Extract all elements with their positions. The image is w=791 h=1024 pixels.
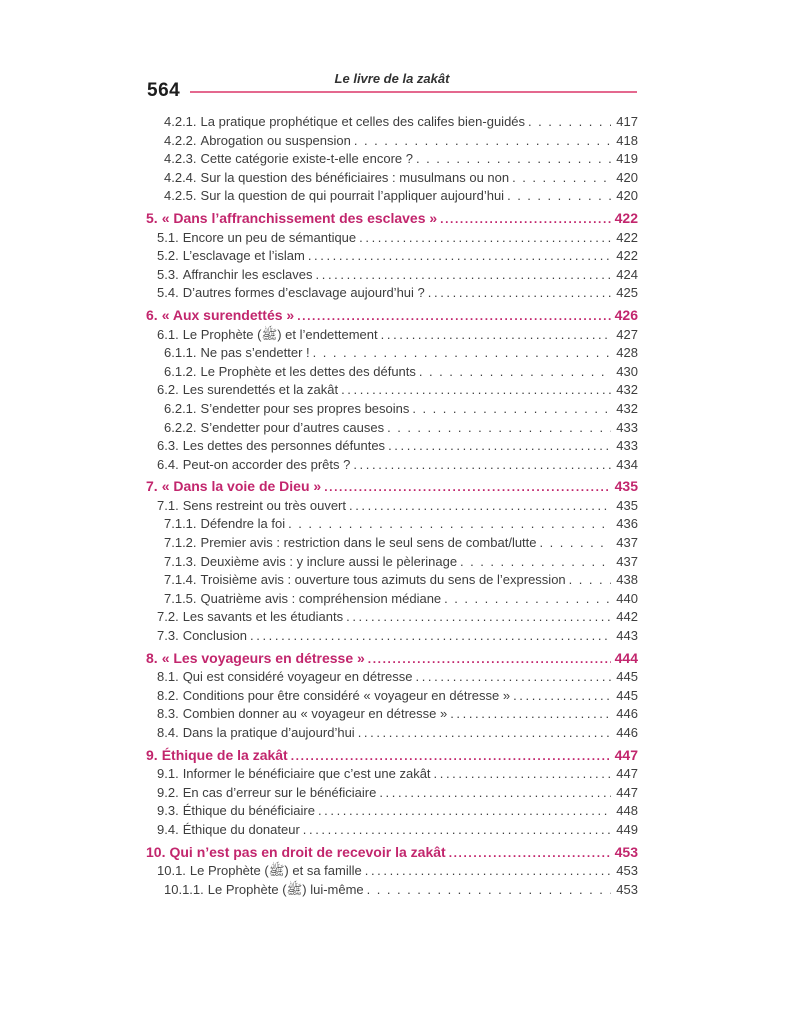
dot-leader xyxy=(303,821,611,840)
toc-entry-title: Cette catégorie existe-t-elle encore ? xyxy=(200,151,413,167)
dot-leader xyxy=(412,400,611,419)
toc-entry-page: 453 xyxy=(614,843,638,860)
toc-entry-number: 5.3. xyxy=(157,266,179,282)
toc-entry-title: Dans la pratique d’aujourd’hui xyxy=(182,725,355,740)
toc-entry-title: Sur la question des bénéficiaires : musulmans ou non xyxy=(200,169,510,185)
toc-entry-page: 419 xyxy=(616,151,638,167)
toc-entry xyxy=(146,553,638,572)
toc-entry-number: 6.2. xyxy=(157,382,179,398)
toc-entry xyxy=(146,881,638,900)
toc-entry xyxy=(146,419,638,438)
toc-entry xyxy=(146,363,638,382)
dot-leader xyxy=(354,132,611,151)
toc-entry xyxy=(146,784,638,803)
dot-leader xyxy=(288,515,611,534)
toc-entry-title: Éthique du donateur xyxy=(182,821,300,837)
toc-entry xyxy=(146,821,638,840)
toc-entry-page: 417 xyxy=(616,114,638,129)
toc-entry-number: 6.3. xyxy=(157,438,179,454)
toc-entry-title: Sens restreint ou très ouvert xyxy=(182,497,346,513)
toc-entry-number: 4.2.5. xyxy=(164,188,197,204)
dot-leader xyxy=(341,381,611,400)
toc-entry-number: 7.2. xyxy=(157,609,179,625)
toc-entry-page: 453 xyxy=(616,863,638,879)
toc-entry-number: 7.1. xyxy=(157,497,179,513)
toc-entry-number: 4.2.1. xyxy=(164,114,197,129)
toc-entry xyxy=(146,843,638,863)
toc-entry-number: 6. xyxy=(146,306,158,323)
toc-entry-number: 7.1.2. xyxy=(164,535,197,551)
dot-leader xyxy=(318,802,611,821)
toc-entry-page: 447 xyxy=(614,746,638,763)
toc-entry-page: 422 xyxy=(616,248,638,264)
toc-entry-page: 438 xyxy=(616,572,638,588)
toc-entry-title: Premier avis : restriction dans le seul sens de combat/lutte xyxy=(200,535,537,551)
toc-entry xyxy=(146,687,638,706)
toc-entry-number: 8.3. xyxy=(157,706,179,722)
toc-entry-number: 10. xyxy=(146,843,166,860)
toc-entry xyxy=(146,571,638,590)
toc-entry xyxy=(146,668,638,687)
dot-leader xyxy=(368,649,611,669)
toc-entry-number: 10.1.1. xyxy=(164,881,204,897)
toc-entry xyxy=(146,229,638,248)
toc-entry-title: L’esclavage et l’islam xyxy=(182,248,305,264)
toc-entry-number: 8.1. xyxy=(157,669,179,685)
toc-entry-number: 9.2. xyxy=(157,784,179,800)
running-title: Le livre de la zakât xyxy=(334,71,450,86)
dot-leader xyxy=(450,705,611,724)
toc-entry-number: 7.1.4. xyxy=(164,572,197,588)
dot-leader xyxy=(313,344,611,363)
toc-entry-title: Le Prophète (ﷺ) et l’endettement xyxy=(182,326,378,342)
toc-entry-page: 445 xyxy=(616,669,638,685)
toc-entry-title: « Dans la voie de Dieu » xyxy=(161,478,322,495)
toc-entry-title: Le Prophète (ﷺ) et sa famille xyxy=(189,863,362,879)
toc-entry-title: Abrogation ou suspension xyxy=(200,132,351,148)
toc-entry xyxy=(146,497,638,516)
toc-entry xyxy=(146,515,638,534)
toc-entry-number: 9.4. xyxy=(157,821,179,837)
toc-entry-page: 437 xyxy=(616,535,638,551)
toc-entry-page: 424 xyxy=(616,266,638,282)
toc-entry xyxy=(146,649,638,669)
toc-entry-page: 422 xyxy=(616,229,638,245)
toc-entry-page: 437 xyxy=(616,553,638,569)
toc-entry xyxy=(146,627,638,646)
toc-entry-page: 432 xyxy=(616,382,638,398)
toc-entry-number: 9.1. xyxy=(157,766,179,782)
dot-leader xyxy=(359,229,611,248)
toc-entry xyxy=(146,608,638,627)
toc-entry xyxy=(146,266,638,285)
toc-entry-page: 427 xyxy=(616,326,638,342)
toc-entry-number: 9. xyxy=(146,746,158,763)
toc-entry-page: 442 xyxy=(616,609,638,625)
toc-entry xyxy=(146,705,638,724)
toc-entry-title: « Les voyageurs en détresse » xyxy=(161,649,365,666)
header-rule xyxy=(190,91,637,93)
toc-entry-number: 6.1.2. xyxy=(164,363,197,379)
toc-entry-title: « Dans l’affranchissement des esclaves » xyxy=(161,209,438,226)
dot-leader xyxy=(513,687,611,706)
dot-leader xyxy=(379,784,611,803)
toc-entry-page: 446 xyxy=(616,725,638,740)
toc-entry xyxy=(146,456,638,475)
toc-entry xyxy=(146,306,638,326)
toc-entry-page: 435 xyxy=(614,478,638,495)
dot-leader xyxy=(528,113,611,132)
toc-entry-page: 453 xyxy=(616,881,638,897)
toc-entry-title: Le Prophète et les dettes des défunts xyxy=(200,363,416,379)
toc-entry-number: 5.2. xyxy=(157,248,179,264)
toc-entry-title: La pratique prophétique et celles des califes bien-guidés xyxy=(200,114,526,129)
dot-leader xyxy=(512,169,611,188)
toc-entry-page: 418 xyxy=(616,132,638,148)
toc-entry-number: 8. xyxy=(146,649,158,666)
toc-entry-title: Informer le bénéficiaire que c’est une zakât xyxy=(182,766,431,782)
toc-entry-number: 4.2.2. xyxy=(164,132,197,148)
dot-leader xyxy=(367,881,611,900)
toc-entry-number: 7.1.1. xyxy=(164,516,197,532)
toc-entry-title: S’endetter pour ses propres besoins xyxy=(200,400,410,416)
toc-entry-title: Défendre la foi xyxy=(200,516,286,532)
toc-entry-number: 6.4. xyxy=(157,456,179,472)
toc-entry-title: Combien donner au « voyageur en détresse » xyxy=(182,706,448,722)
toc-entry-title: Éthique du bénéficiaire xyxy=(182,803,315,819)
toc-entry-number: 7.3. xyxy=(157,628,179,644)
dot-leader xyxy=(449,843,611,863)
toc-entry-page: 435 xyxy=(616,497,638,513)
page-number: 564 xyxy=(147,80,181,101)
toc-entry-title: Quatrième avis : compréhension médiane xyxy=(200,590,442,606)
toc-entry xyxy=(146,746,638,766)
toc-entry-page: 420 xyxy=(616,169,638,185)
toc-entry xyxy=(146,284,638,303)
toc-entry xyxy=(146,150,638,169)
toc-entry-page: 444 xyxy=(614,649,638,666)
dot-leader xyxy=(444,590,611,609)
dot-leader xyxy=(381,326,611,345)
toc-entry-title: Conclusion xyxy=(182,628,248,644)
toc-entry-number: 4.2.4. xyxy=(164,169,197,185)
toc-entry-number: 10.1. xyxy=(157,863,186,879)
dot-leader xyxy=(419,363,611,382)
dot-leader xyxy=(346,608,611,627)
dot-leader xyxy=(353,456,611,475)
toc-entry-number: 6.1. xyxy=(157,326,179,342)
dot-leader xyxy=(440,209,611,229)
toc-entry xyxy=(146,169,638,188)
toc-entry xyxy=(146,400,638,419)
dot-leader xyxy=(540,534,611,553)
dot-leader xyxy=(416,668,612,687)
toc-entry-page: 433 xyxy=(616,419,638,435)
toc-entry xyxy=(146,590,638,609)
toc-entry xyxy=(146,132,638,151)
toc-entry xyxy=(146,477,638,497)
toc-entry-title: Deuxième avis : y inclure aussi le pèlerinage xyxy=(200,553,458,569)
toc-entry xyxy=(146,765,638,784)
toc-entry-number: 6.2.1. xyxy=(164,400,197,416)
toc-entry xyxy=(146,247,638,266)
toc-entry-page: 432 xyxy=(616,400,638,416)
toc-entry-title: « Aux surendettés » xyxy=(161,306,295,323)
toc-entry-number: 5.4. xyxy=(157,285,179,301)
toc-entry-title: Ne pas s’endetter ! xyxy=(200,345,310,361)
toc-entry-title: D’autres formes d’esclavage aujourd’hui ? xyxy=(182,285,425,301)
dot-leader xyxy=(365,862,611,881)
toc-entry xyxy=(146,187,638,206)
dot-leader xyxy=(349,497,611,516)
dot-leader xyxy=(460,553,611,572)
toc-entry-number: 7. xyxy=(146,478,158,495)
dot-leader xyxy=(316,266,611,285)
toc-entry-number: 8.4. xyxy=(157,725,179,740)
toc-entry-page: 447 xyxy=(616,784,638,800)
toc-entry-page: 447 xyxy=(616,766,638,782)
dot-leader xyxy=(416,150,611,169)
dot-leader xyxy=(324,477,611,497)
toc-entry xyxy=(146,344,638,363)
toc-entry xyxy=(146,534,638,553)
dot-leader xyxy=(388,437,611,456)
toc-entry-number: 8.2. xyxy=(157,687,179,703)
toc-entry-page: 443 xyxy=(616,628,638,644)
toc-entry xyxy=(146,381,638,400)
dot-leader xyxy=(507,187,611,206)
toc-entry-page: 422 xyxy=(614,209,638,226)
toc-entry-title: Conditions pour être considéré « voyageur en détresse » xyxy=(182,687,511,703)
toc-entry-page: 425 xyxy=(616,285,638,301)
toc-entry-page: 440 xyxy=(616,590,638,606)
toc-entry xyxy=(146,802,638,821)
toc-entry-number: 7.1.3. xyxy=(164,553,197,569)
toc-entry xyxy=(146,113,638,132)
toc-entry-page: 436 xyxy=(616,516,638,532)
toc-entry-title: S’endetter pour d’autres causes xyxy=(200,419,385,435)
toc-entry xyxy=(146,862,638,881)
dot-leader xyxy=(297,306,611,326)
toc-entry-title: Le Prophète (ﷺ) lui-même xyxy=(207,881,364,897)
toc-list xyxy=(146,113,638,899)
toc-entry-title: Affranchir les esclaves xyxy=(182,266,313,282)
toc-entry-page: 445 xyxy=(616,687,638,703)
toc-entry-number: 4.2.3. xyxy=(164,151,197,167)
toc-entry-title: Les surendettés et la zakât xyxy=(182,382,339,398)
toc-entry-page: 426 xyxy=(614,306,638,323)
dot-leader xyxy=(250,627,611,646)
toc-entry-title: Troisième avis : ouverture tous azimuts du sens de l’expression xyxy=(200,572,566,588)
toc-entry-title: Sur la question de qui pourrait l’appliquer aujourd’hui xyxy=(200,188,505,204)
dot-leader xyxy=(569,571,611,590)
dot-leader xyxy=(428,284,611,303)
toc-entry-title: Éthique de la zakât xyxy=(161,746,288,763)
toc-entry-number: 6.1.1. xyxy=(164,345,197,361)
toc-entry xyxy=(146,724,638,743)
toc-entry-page: 434 xyxy=(616,456,638,472)
toc-entry-page: 448 xyxy=(616,803,638,819)
toc-entry-number: 9.3. xyxy=(157,803,179,819)
dot-leader xyxy=(308,247,611,266)
toc-entry-number: 5.1. xyxy=(157,229,179,245)
toc-entry-page: 433 xyxy=(616,438,638,454)
toc-entry xyxy=(146,326,638,345)
toc-entry-title: En cas d’erreur sur le bénéficiaire xyxy=(182,784,377,800)
toc-entry-title: Qui n’est pas en droit de recevoir la zakât xyxy=(169,843,446,860)
toc-entry-title: Les dettes des personnes défuntes xyxy=(182,438,386,454)
toc-entry-page: 430 xyxy=(616,363,638,379)
toc-entry-page: 446 xyxy=(616,706,638,722)
dot-leader xyxy=(387,419,611,438)
toc-entry-page: 449 xyxy=(616,821,638,837)
dot-leader xyxy=(291,746,611,766)
toc-entry-title: Les savants et les étudiants xyxy=(182,609,344,625)
toc-entry-number: 7.1.5. xyxy=(164,590,197,606)
toc-entry-number: 5. xyxy=(146,209,158,226)
toc-entry-title: Qui est considéré voyageur en détresse xyxy=(182,669,413,685)
toc-entry xyxy=(146,209,638,229)
toc-entry-title: Peut-on accorder des prêts ? xyxy=(182,456,351,472)
toc-entry xyxy=(146,437,638,456)
toc-entry-title: Encore un peu de sémantique xyxy=(182,229,357,245)
toc-entry-page: 420 xyxy=(616,188,638,204)
dot-leader xyxy=(358,724,611,743)
toc-entry-page: 428 xyxy=(616,345,638,361)
dot-leader xyxy=(434,765,611,784)
toc-entry-number: 6.2.2. xyxy=(164,419,197,435)
